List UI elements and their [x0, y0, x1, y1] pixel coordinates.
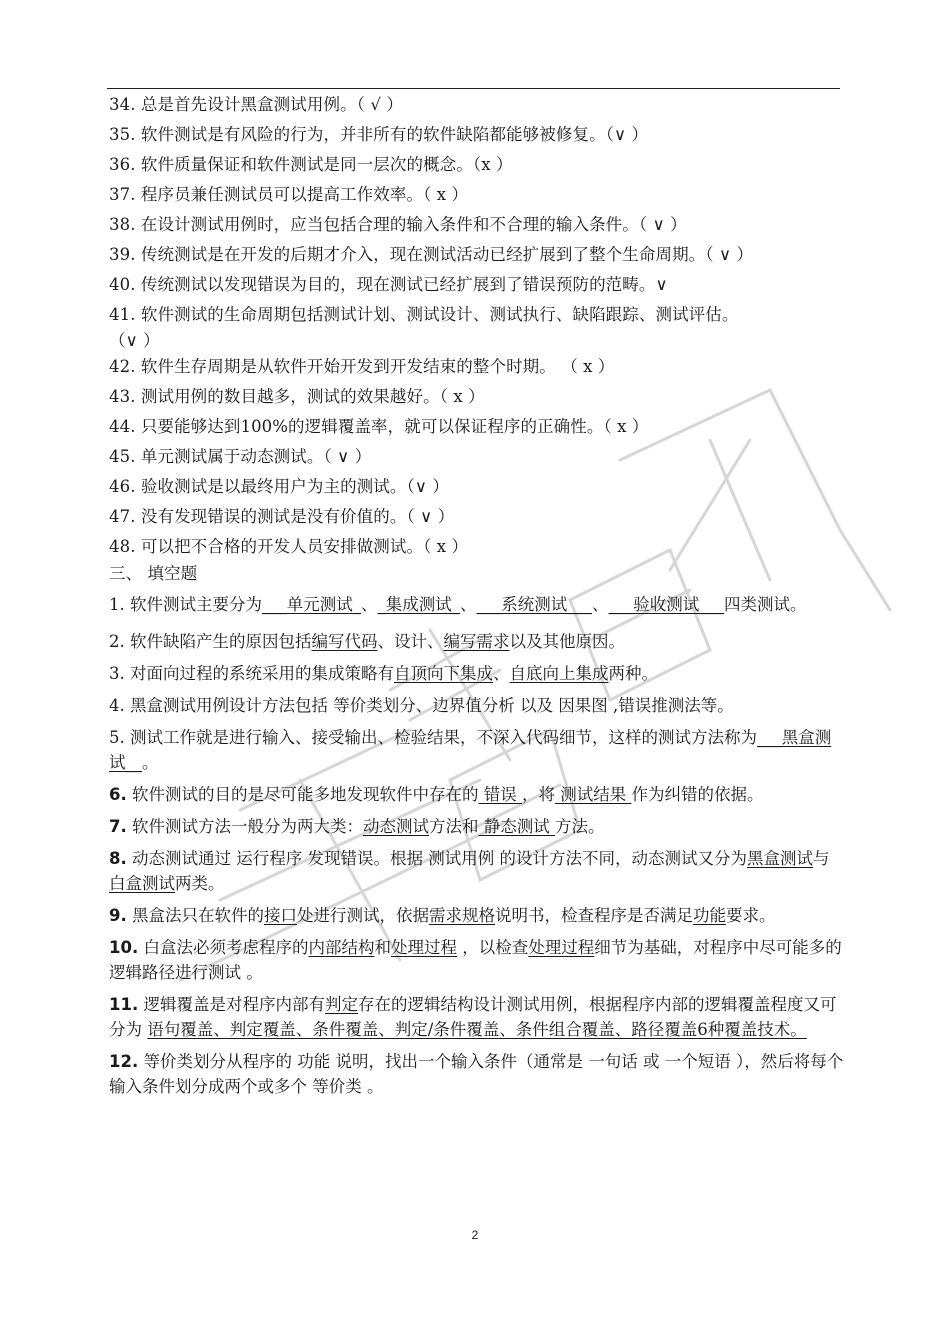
- page-number: 2: [471, 1228, 479, 1242]
- answer: 语句覆盖、判定覆盖、条件覆盖、判定/条件覆盖、条件组合覆盖、路径覆盖6种覆盖技术。: [147, 1020, 807, 1039]
- answer: ___系统测试___: [476, 595, 592, 614]
- answer: 需求规格: [429, 906, 495, 925]
- tf-item: 35. 软件测试是有风险的行为，并非所有的软件缺陷都能够被修复。（∨ ）: [109, 125, 649, 144]
- text: 以及其他原因。: [509, 632, 625, 651]
- text: 动态测试通过 运行程序 发现错误。根据 测试用例 的设计方法不同，动态测试又分为: [126, 849, 747, 868]
- item-number: 6.: [109, 785, 127, 804]
- tf-item: 37. 程序员兼任测试员可以提高工作效率。（ x ）: [109, 185, 469, 204]
- fill-item-3: [109, 661, 844, 686]
- answer: ___单元测试_: [262, 595, 361, 614]
- answer: 静态测试: [478, 817, 555, 836]
- answer: 处理过程: [528, 938, 595, 957]
- answer: 处理过程: [390, 938, 457, 957]
- answer: 编写需求: [443, 632, 510, 651]
- item-number: 8.: [109, 849, 127, 868]
- text: 黑盒法只在软件的: [126, 906, 264, 925]
- text: 、: [592, 595, 609, 614]
- fill-item-8: [109, 846, 844, 896]
- tf-item: 44. 只要能够达到100%的逻辑覆盖率，就可以保证程序的正确性。（ x ）: [109, 417, 649, 436]
- text: 2. 软件缺陷产生的原因包括: [109, 632, 312, 651]
- item-number: 12.: [109, 1052, 139, 1071]
- page-content: [109, 90, 844, 1099]
- item-number: 7.: [109, 817, 127, 836]
- answer: 判定: [324, 995, 358, 1014]
- text: 、: [460, 595, 477, 614]
- fill-item-11: [109, 992, 844, 1042]
- answer: 自底向上集成: [509, 664, 609, 683]
- text: 四类测试。: [724, 595, 807, 614]
- text: 和: [374, 938, 391, 957]
- answer: 白盒测试: [109, 874, 175, 893]
- tf-item: 39. 传统测试是在开发的后期才介入，现在测试活动已经扩展到了整个生命周期。（ ∨ ）: [109, 245, 754, 264]
- text: 、: [493, 664, 510, 683]
- text: 4. 黑盒测试用例设计方法包括 等价类划分、边界值分析 以及 因果图 ,错误推测法等。: [109, 696, 734, 715]
- answer: ___验收测试___: [608, 595, 724, 614]
- tf-item-continuation: （∨ ）: [109, 331, 160, 350]
- text: 、: [361, 595, 378, 614]
- text: 等价类划分从程序的 功能 说明，找出一个输入条件（通常是 一句话 或 一个短语 ），然后将每个输入条件划分成两个或多个 等价类 。: [109, 1052, 844, 1096]
- answer: 测试结果: [555, 785, 632, 804]
- text: 方法。: [555, 817, 605, 836]
- section-title: 三、 填空题: [109, 564, 198, 583]
- fill-item-5: [109, 725, 844, 775]
- text: 1. 软件测试主要分为: [109, 595, 262, 614]
- text: 作为纠错的依据。: [631, 785, 764, 804]
- answer: 自顶向下集成: [394, 664, 493, 683]
- text: 处进行测试，依据: [297, 906, 429, 925]
- item-number: 11.: [109, 995, 139, 1014]
- tf-item: 42. 软件生存周期是从软件开始开发到开发结束的整个时期。 （ x ）: [109, 357, 615, 376]
- answer: _集成测试_: [377, 595, 460, 614]
- text: 软件测试的目的是尽可能多地发现软件中存在的: [126, 785, 479, 804]
- text: 软件测试方法一般分为两大类：: [126, 817, 363, 836]
- text: 3. 对面向过程的系统采用的集成策略有: [109, 664, 394, 683]
- fill-item-1: [109, 592, 844, 617]
- fill-item-4: [109, 693, 844, 718]
- tf-item: 38. 在设计测试用例时，应当包括合理的输入条件和不合理的输入条件。（ ∨ ）: [109, 215, 687, 234]
- header-rule: [107, 88, 840, 89]
- fill-item-6: [109, 782, 844, 807]
- tf-item: 36. 软件质量保证和软件测试是同一层次的概念。（x ）: [109, 155, 513, 174]
- tf-item: 46. 验收测试是以最终用户为主的测试。（∨ ）: [109, 477, 449, 496]
- fill-item-9: [109, 903, 844, 928]
- text: 。: [142, 753, 159, 772]
- answer: 黑盒测试: [746, 849, 813, 868]
- text: 两类。: [175, 874, 225, 893]
- item-number: 10.: [109, 938, 139, 957]
- text: ，将: [522, 785, 555, 804]
- text: 、设计、: [377, 632, 444, 651]
- answer: ___黑盒测试__: [109, 728, 832, 772]
- text: 存在的逻辑结构设计测试用例，根据程序内部的逻辑覆盖程度又可分为: [109, 995, 837, 1039]
- answer: 内部结构: [308, 938, 375, 957]
- answer: 错误: [478, 785, 522, 804]
- text: 两种。: [608, 664, 658, 683]
- text: 逻辑覆盖是对程序内部有: [138, 995, 325, 1014]
- text: 白盒法必须考虑程序的: [138, 938, 309, 957]
- tf-item: 41. 软件测试的生命周期包括测试计划、测试设计、测试执行、缺陷跟踪、测试评估。: [109, 305, 739, 324]
- text: 与: [812, 849, 830, 868]
- tf-item: 40. 传统测试以发现错误为目的，现在测试已经扩展到了错误预防的范畴。∨: [109, 275, 668, 294]
- fill-item-12: [109, 1049, 844, 1099]
- text: 细节为基础，对程序中尽可能多的逻辑路径进行测试 。: [109, 938, 842, 982]
- text: ，以检查: [456, 938, 529, 957]
- tf-item: 48. 可以把不合格的开发人员安排做测试。（ x ）: [109, 537, 469, 556]
- text: 说明书，检查程序是否满足: [495, 906, 693, 925]
- tf-item: 45. 单元测试属于动态测试。（ ∨ ）: [109, 447, 372, 466]
- answer: 编写代码: [311, 632, 378, 651]
- text: 方法和: [429, 817, 479, 836]
- fill-item-10: [109, 935, 844, 985]
- text: 5. 测试工作就是进行输入、接受输出、检验结果，不深入代码细节，这样的测试方法称为: [109, 728, 757, 747]
- tf-item: 47. 没有发现错误的测试是没有价值的。（ ∨ ）: [109, 507, 455, 526]
- answer: 动态测试: [363, 817, 429, 836]
- fill-item-7: [109, 814, 844, 839]
- tf-item: 34. 总是首先设计黑盒测试用例。（ √ ）: [109, 95, 403, 114]
- fill-item-2: [109, 629, 844, 654]
- text: 要求。: [726, 906, 776, 925]
- item-number: 9.: [109, 906, 127, 925]
- answer: 接口: [264, 906, 297, 925]
- answer: 功能: [693, 906, 726, 925]
- tf-item: 43. 测试用例的数目越多，测试的效果越好。（ x ）: [109, 387, 485, 406]
